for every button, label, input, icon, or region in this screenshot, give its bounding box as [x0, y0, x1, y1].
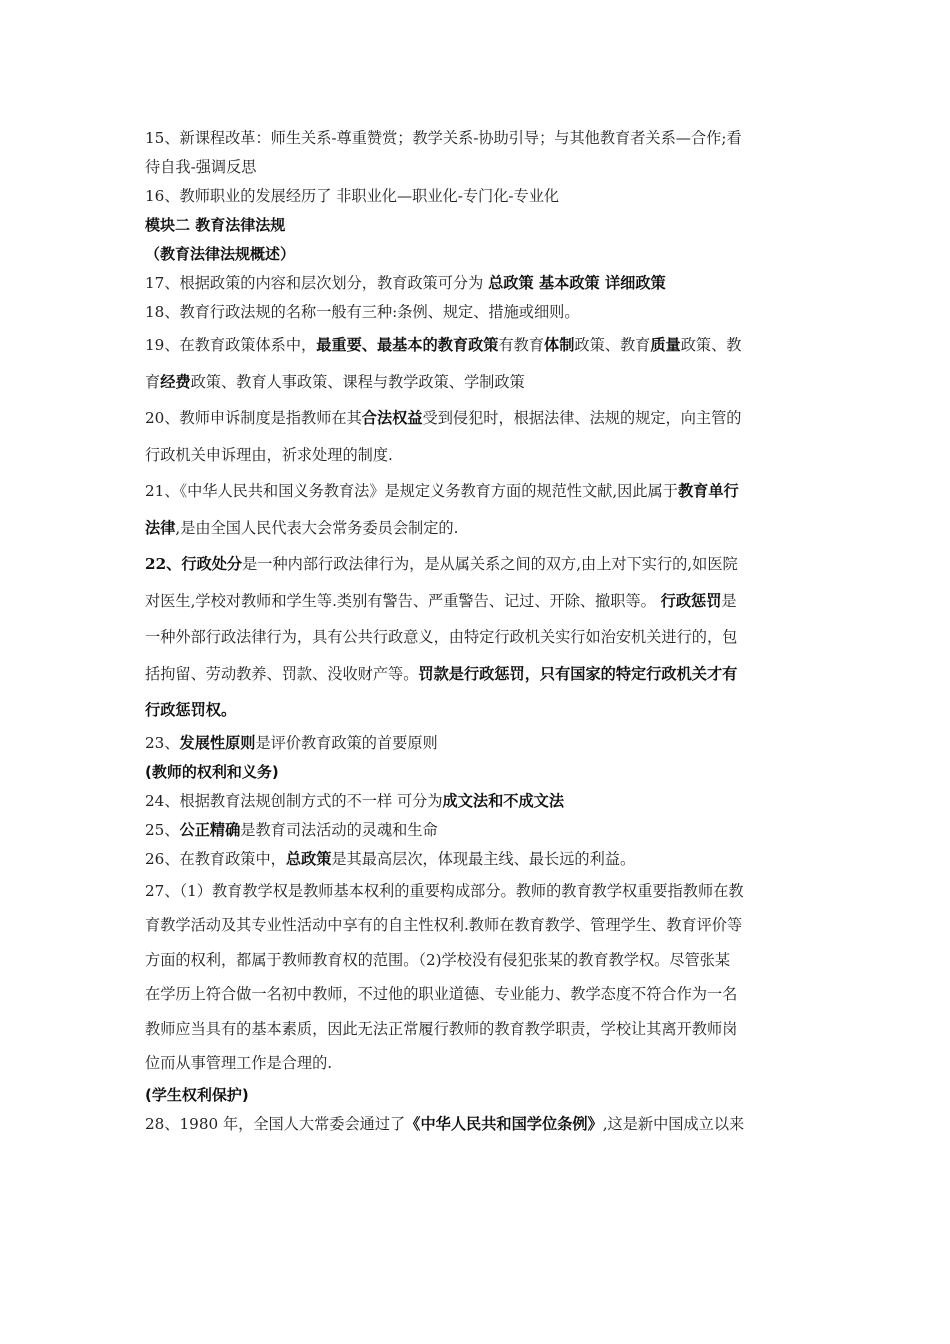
text-span: 是教育司法活动的灵魂和生命	[240, 820, 438, 839]
text-line	[145, 473, 810, 510]
bold-text: 体制	[544, 336, 575, 354]
bold-text: 总政策 基本政策 详细政策	[488, 274, 666, 292]
text-line	[145, 269, 810, 298]
bold-text: 模块二 教育法律法规	[145, 216, 286, 234]
text-line	[145, 510, 810, 547]
text-span: 21、《中华人民共和国义务教育法》是规定义务教育方面的规范性文献,因此属于	[145, 482, 678, 500]
text-span: 括拘留、劳动教养、罚款、没收财产等。	[145, 664, 419, 683]
text-line	[145, 153, 810, 182]
text-line	[145, 327, 810, 364]
text-line	[145, 692, 810, 729]
text-span: 17、根据政策的内容和层次划分，教育政策可分为	[145, 274, 489, 292]
bold-text: 质量	[650, 336, 681, 354]
text-line	[145, 943, 810, 978]
bold-text: 发展性原则	[179, 733, 256, 752]
bold-text: 教育单行	[677, 482, 739, 500]
document-page	[145, 124, 810, 1139]
text-line	[145, 583, 810, 620]
text-line	[145, 729, 810, 758]
text-span: 待自我-强调反思	[145, 158, 257, 176]
section-heading	[145, 240, 810, 269]
bold-text: 罚款是行政惩罚，只有国家的特定行政机关才有	[418, 664, 738, 683]
text-line	[145, 437, 810, 474]
text-span: 16、教师职业的发展经历了 非职业化—职业化-专门化-专业化	[145, 187, 560, 205]
text-span: ,这是新中国成立以来	[602, 1114, 745, 1133]
bold-text: 总政策	[285, 849, 332, 868]
text-span: 育	[145, 372, 161, 391]
text-span: 对医生,学校对教师和学生等.类别有警告、严重警告、记过、开除、撤职等。	[145, 591, 661, 610]
text-span: 是一种内部行政法律行为，是从属关系之间的双方,由上对下实行的,如医院	[242, 555, 738, 573]
section-heading	[145, 758, 810, 787]
bold-text: 法律	[145, 518, 176, 537]
text-span: 教师应当具有的基本素质，因此无法正常履行教师的教育教学职责，学校让其离开教师岗	[145, 1019, 738, 1038]
bold-text: 经费	[160, 372, 191, 391]
text-line	[145, 874, 810, 909]
bold-text: 最重要、最基本的教育政策	[316, 336, 499, 354]
bold-text: （教育法律法规概述）	[145, 245, 296, 263]
text-line	[145, 364, 810, 401]
text-span: 一种外部行政法律行为，具有公共行政意义，由特定行政机关实行如治安机关进行的，包	[145, 628, 738, 646]
bold-text: 行政惩罚	[660, 591, 722, 610]
section-heading	[145, 211, 810, 240]
text-span: 育教学活动及其专业性活动中享有的自主性权利.教师在教育教学、管理学生、教育评价等	[145, 916, 743, 934]
text-span: 是	[721, 591, 737, 610]
text-line	[145, 1012, 810, 1047]
text-line	[145, 656, 810, 693]
text-span: 28、1980 年，全国人大常委会通过了	[145, 1114, 406, 1133]
text-line	[145, 1046, 810, 1081]
text-line	[145, 908, 810, 943]
text-span: 27、（1）教育教学权是教师基本权利的重要构成部分。教师的教育教学权重要指教师在教	[145, 881, 744, 900]
bold-text: (学生权利保护)	[145, 1085, 249, 1104]
text-span: 有教育	[498, 336, 545, 354]
text-line	[145, 400, 810, 437]
text-span: 26、在教育政策中，	[145, 849, 286, 868]
text-span: 政策、教育人事政策、课程与教学政策、学制政策	[190, 372, 525, 391]
text-span: 政策、教育	[574, 336, 651, 354]
text-span: 政策、教	[680, 336, 742, 354]
text-line	[145, 845, 810, 874]
text-line	[145, 1110, 810, 1139]
text-line	[145, 619, 810, 656]
text-span: ,是由全国人民代表大会常务委员会制定的.	[175, 518, 459, 537]
text-line	[145, 787, 810, 816]
text-span: 24、根据教育法规创制方式的不一样 可分为	[145, 791, 443, 810]
text-span: 20、教师申诉制度是指教师在其	[145, 409, 362, 427]
text-span: 19、在教育政策体系中，	[145, 336, 317, 354]
text-span: 25、	[145, 820, 180, 839]
bold-text: (教师的权利和义务)	[145, 762, 279, 781]
text-span: 18、教育行政法规的名称一般有三种:条例、规定、措施或细则。	[145, 303, 580, 321]
text-line	[145, 546, 810, 583]
bold-text: 22、行政处分	[145, 555, 243, 573]
bold-text: 《中华人民共和国学位条例》	[405, 1114, 603, 1133]
text-line	[145, 298, 810, 327]
text-span: 是评价教育政策的首要原则	[255, 733, 438, 752]
text-line	[145, 124, 810, 153]
text-span: 受到侵犯时，根据法律、法规的规定，向主管的	[422, 409, 742, 427]
text-span: 15、新课程改革：师生关系-尊重赞赏；教学关系-协助引导；与其他教育者关系—合作;看	[145, 129, 742, 147]
text-line	[145, 816, 810, 845]
text-span: 方面的权利，都属于教师教育权的范围。（2)学校没有侵犯张某的教育教学权。尽管张某	[145, 950, 731, 969]
text-span: 行政机关申诉理由，祈求处理的制度.	[145, 445, 393, 464]
text-span: 23、	[145, 733, 180, 752]
bold-text: 行政惩罚权。	[145, 701, 237, 719]
bold-text: 成文法和不成文法	[442, 791, 565, 810]
text-span: 是其最高层次，体现最主线、最长远的利益。	[331, 849, 636, 868]
text-span: 位而从事管理工作是合理的.	[145, 1054, 333, 1072]
text-line	[145, 182, 810, 211]
text-line	[145, 977, 810, 1012]
section-heading	[145, 1081, 810, 1110]
bold-text: 合法权益	[361, 409, 423, 427]
bold-text: 公正精确	[179, 820, 241, 839]
text-span: 在学历上符合做一名初中教师，不过他的职业道德、专业能力、教学态度不符合作为一名	[145, 985, 738, 1003]
